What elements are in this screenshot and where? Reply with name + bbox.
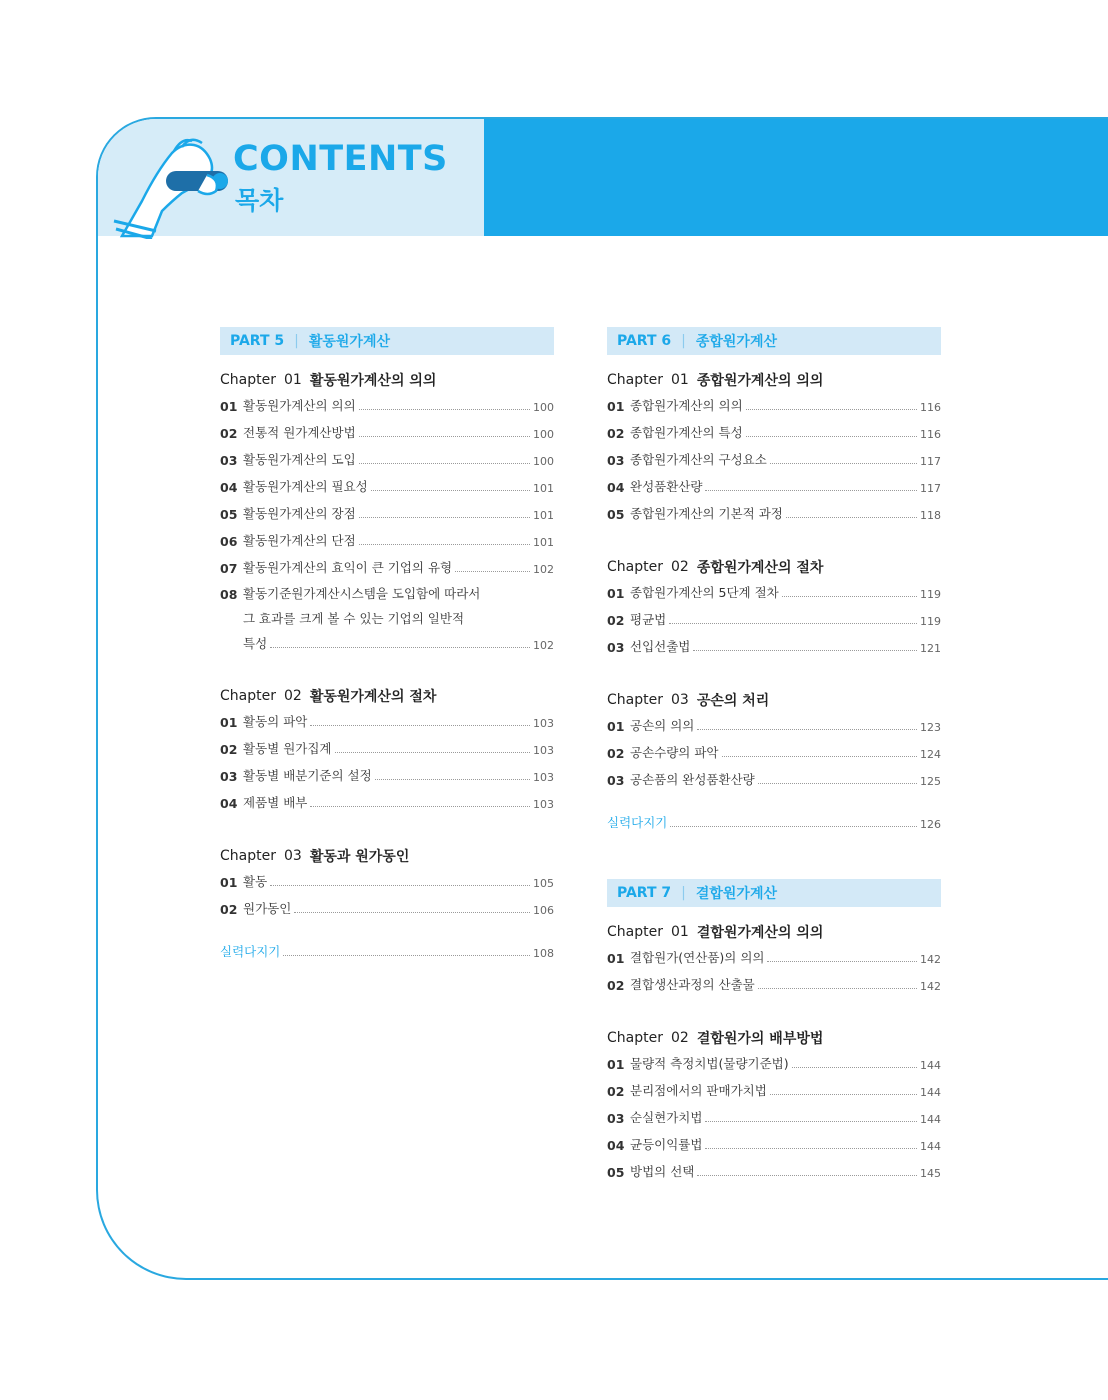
toc-entry[interactable] (220, 472, 554, 499)
entry-page: 126 (920, 818, 941, 831)
dot-leader (359, 544, 530, 545)
dot-leader (270, 647, 530, 648)
toc-entry[interactable] (220, 707, 554, 734)
chapter-number: 02 (670, 1030, 689, 1046)
entry-label: 물량적 측정치법(물량기준법) (630, 1056, 789, 1071)
chapter-heading[interactable] (607, 689, 941, 711)
dot-leader (705, 490, 917, 491)
entry-label: 전통적 원가계산방법 (243, 425, 356, 440)
header-band-blue (484, 119, 1108, 236)
toc-entry[interactable] (607, 1103, 941, 1130)
review-entry[interactable] (607, 808, 941, 835)
hand-pen-icon (112, 131, 232, 239)
toc-entry[interactable] (220, 788, 554, 815)
entry-label-line: 특성 (243, 636, 268, 651)
entry-label: 공손의 의의 (630, 718, 695, 733)
part-6-bar[interactable] (607, 327, 941, 355)
entry-number: 02 (607, 1084, 625, 1099)
chapter-title: 종합원가계산의 절차 (696, 560, 824, 576)
chapter-number: 01 (670, 924, 689, 940)
dot-leader (722, 756, 918, 757)
toc-entry[interactable] (220, 526, 554, 553)
entry-number: 07 (220, 561, 238, 576)
entry-page: 119 (920, 615, 941, 628)
entry-label-line: 활동기준원가계산시스템을 도입함에 따라서 (243, 586, 481, 601)
separator: | (294, 333, 299, 349)
dot-leader (746, 409, 917, 410)
chapter-prefix: Chapter (607, 1030, 663, 1046)
dot-leader (697, 1175, 917, 1176)
dot-leader (294, 912, 530, 913)
entry-number: 04 (220, 480, 238, 495)
entry-number: 02 (607, 978, 625, 993)
toc-entry[interactable] (607, 1130, 941, 1157)
toc-entry[interactable] (607, 1157, 941, 1184)
part-5-bar[interactable] (220, 327, 554, 355)
entry-page: 103 (533, 771, 554, 784)
toc-entry[interactable] (220, 867, 554, 894)
entry-number: 03 (607, 1111, 625, 1126)
toc-entry[interactable] (607, 472, 941, 499)
entry-label: 공손수량의 파악 (630, 745, 719, 760)
dot-leader (746, 436, 917, 437)
separator: | (681, 885, 686, 901)
entry-page: 142 (920, 953, 941, 966)
chapter-prefix: Chapter (607, 692, 663, 708)
entry-page: 118 (920, 509, 941, 522)
dot-leader (786, 517, 917, 518)
entry-label: 결합생산과정의 산출물 (630, 977, 755, 992)
dot-leader (705, 1121, 917, 1122)
toc-entry[interactable] (607, 418, 941, 445)
entry-number: 01 (220, 875, 238, 890)
entry-label: 활동원가계산의 도입 (243, 452, 356, 467)
dot-leader (371, 490, 530, 491)
toc-entry[interactable] (220, 391, 554, 418)
entry-page: 100 (533, 455, 554, 468)
chapter-heading[interactable] (220, 845, 554, 867)
entry-number: 02 (220, 742, 238, 757)
toc-entry[interactable] (607, 632, 941, 659)
chapter-number: 01 (670, 372, 689, 388)
entry-page: 101 (533, 482, 554, 495)
toc-entry[interactable] (220, 761, 554, 788)
entry-page: 121 (920, 642, 941, 655)
part-7-bar[interactable] (607, 879, 941, 907)
entry-label: 활동원가계산의 효익이 큰 기업의 유형 (243, 560, 453, 575)
entry-page: 144 (920, 1113, 941, 1126)
entry-number: 05 (220, 507, 238, 522)
chapter-prefix: Chapter (220, 372, 276, 388)
chapter-title: 결합원가의 배부방법 (696, 1031, 824, 1047)
chapter-title: 활동과 원가동인 (309, 849, 410, 865)
entry-page: 116 (920, 428, 941, 441)
entry-page: 102 (533, 639, 554, 652)
chapter-prefix: Chapter (607, 924, 663, 940)
toc-entry[interactable] (607, 391, 941, 418)
toc-entry[interactable] (607, 445, 941, 472)
entry-page: 101 (533, 509, 554, 522)
dot-leader (782, 596, 917, 597)
toc-column-right (607, 327, 941, 1184)
entry-page: 117 (920, 455, 941, 468)
entry-label: 종합원가계산의 특성 (630, 425, 743, 440)
toc-entry[interactable] (607, 711, 941, 738)
toc-entry[interactable] (220, 445, 554, 472)
chapter-heading[interactable] (220, 369, 554, 391)
entry-number: 02 (607, 426, 625, 441)
dot-leader (697, 729, 917, 730)
chapter-title: 공손의 처리 (696, 693, 770, 709)
toc-entry[interactable] (607, 605, 941, 632)
contents-subtitle: 목차 (235, 186, 284, 215)
entry-label: 종합원가계산의 구성요소 (630, 452, 767, 467)
entry-label: 균등이익률법 (630, 1137, 703, 1152)
dot-leader (767, 961, 917, 962)
entry-page: 103 (533, 744, 554, 757)
entry-page: 106 (533, 904, 554, 917)
chapter-prefix: Chapter (607, 559, 663, 575)
entry-label: 활동의 파악 (243, 714, 308, 729)
entry-page: 105 (533, 877, 554, 890)
part-title: 결합원가계산 (695, 886, 778, 902)
entry-label: 순실현가치법 (630, 1110, 703, 1125)
entry-number: 02 (220, 426, 238, 441)
entry-label-line: 그 효과를 크게 볼 수 있는 기업의 일반적 (243, 611, 465, 626)
dot-leader (758, 783, 917, 784)
toc-entry[interactable] (220, 553, 554, 580)
chapter-number: 01 (283, 372, 302, 388)
chapter-heading[interactable] (220, 685, 554, 707)
entry-label: 활동원가계산의 단점 (243, 533, 356, 548)
separator: | (681, 333, 686, 349)
entry-label: 활동원가계산의 장점 (243, 506, 356, 521)
entry-page: 119 (920, 588, 941, 601)
entry-page: 100 (533, 428, 554, 441)
entry-page: 108 (533, 947, 554, 960)
part-label: PART 5 (230, 333, 285, 349)
dot-leader (310, 725, 530, 726)
entry-label: 활동원가계산의 의의 (243, 398, 356, 413)
dot-leader (770, 1094, 917, 1095)
entry-page: 100 (533, 401, 554, 414)
entry-number: 03 (607, 640, 625, 655)
dot-leader (310, 806, 530, 807)
chapter-number: 03 (670, 692, 689, 708)
dot-leader (455, 571, 530, 572)
review-label: 실력다지기 (220, 944, 281, 959)
entry-page: 144 (920, 1140, 941, 1153)
entry-page: 142 (920, 980, 941, 993)
dot-leader (270, 885, 530, 886)
chapter-prefix: Chapter (607, 372, 663, 388)
entry-label: 방법의 선택 (630, 1164, 695, 1179)
entry-page: 144 (920, 1086, 941, 1099)
entry-number: 04 (607, 480, 625, 495)
chapter-title: 종합원가계산의 의의 (696, 373, 824, 389)
part-title: 종합원가계산 (695, 334, 778, 350)
entry-page: 117 (920, 482, 941, 495)
review-entry[interactable] (220, 937, 554, 964)
entry-number: 05 (607, 507, 625, 522)
entry-number: 02 (607, 746, 625, 761)
entry-label: 분리점에서의 판매가치법 (630, 1083, 767, 1098)
entry-label: 제품별 배부 (243, 795, 308, 810)
entry-number: 01 (220, 715, 238, 730)
entry-page: 102 (533, 563, 554, 576)
dot-leader (705, 1148, 917, 1149)
entry-number: 01 (607, 399, 625, 414)
chapter-number: 02 (670, 559, 689, 575)
dot-leader (335, 752, 531, 753)
dot-leader (359, 409, 530, 410)
chapter-heading[interactable] (607, 369, 941, 391)
chapter-prefix: Chapter (220, 848, 276, 864)
entry-number: 02 (220, 902, 238, 917)
toc-column-left (220, 327, 554, 964)
entry-number: 02 (607, 613, 625, 628)
entry-number: 06 (220, 534, 238, 549)
entry-label: 완성품환산량 (630, 479, 703, 494)
entry-label: 종합원가계산의 5단계 절차 (630, 585, 779, 600)
entry-number: 01 (607, 951, 625, 966)
chapter-number: 03 (283, 848, 302, 864)
chapter-title: 활동원가계산의 의의 (309, 373, 437, 389)
entry-label: 종합원가계산의 의의 (630, 398, 743, 413)
dot-leader (669, 623, 917, 624)
dot-leader (359, 463, 530, 464)
chapter-number: 02 (283, 688, 302, 704)
entry-label: 활동 (243, 874, 268, 889)
entry-page: 101 (533, 536, 554, 549)
entry-number: 04 (220, 796, 238, 811)
entry-page: 125 (920, 775, 941, 788)
entry-number: 03 (607, 453, 625, 468)
toc-entry[interactable] (607, 1049, 941, 1076)
entry-page: 124 (920, 748, 941, 761)
entry-page: 145 (920, 1167, 941, 1180)
entry-number: 01 (607, 586, 625, 601)
toc-entry[interactable] (220, 418, 554, 445)
entry-label: 활동별 배분기준의 설정 (243, 768, 372, 783)
toc-entry[interactable] (607, 970, 941, 997)
entry-number: 03 (220, 769, 238, 784)
entry-number: 08 (220, 587, 238, 602)
dot-leader (770, 463, 917, 464)
part-label: PART 7 (617, 885, 672, 901)
chapter-prefix: Chapter (220, 688, 276, 704)
dot-leader (359, 436, 530, 437)
entry-number: 04 (607, 1138, 625, 1153)
chapter-title: 활동원가계산의 절차 (309, 689, 437, 705)
entry-page: 144 (920, 1059, 941, 1072)
contents-title: CONTENTS (233, 139, 448, 179)
entry-number: 01 (607, 719, 625, 734)
toc-entry-multiline[interactable] (220, 580, 554, 655)
review-label: 실력다지기 (607, 815, 668, 830)
toc-entry[interactable] (220, 894, 554, 921)
entry-page: 123 (920, 721, 941, 734)
dot-leader (792, 1067, 917, 1068)
toc-entry[interactable] (607, 765, 941, 792)
toc-entry[interactable] (220, 499, 554, 526)
dot-leader (693, 650, 917, 651)
toc-entry[interactable] (607, 738, 941, 765)
entry-label: 원가동인 (243, 901, 292, 916)
entry-page: 103 (533, 717, 554, 730)
chapter-title: 결합원가계산의 의의 (696, 925, 824, 941)
entry-number: 01 (220, 399, 238, 414)
entry-page: 103 (533, 798, 554, 811)
toc-entry[interactable] (607, 578, 941, 605)
dot-leader (283, 955, 530, 956)
entry-label: 종합원가계산의 기본적 과정 (630, 506, 783, 521)
toc-entry[interactable] (607, 1076, 941, 1103)
entry-number: 03 (607, 773, 625, 788)
entry-number: 01 (607, 1057, 625, 1072)
part-title: 활동원가계산 (308, 334, 391, 350)
chapter-heading[interactable] (607, 1027, 941, 1049)
chapter-heading[interactable] (607, 556, 941, 578)
toc-entry[interactable] (607, 499, 941, 526)
dot-leader (758, 988, 917, 989)
dot-leader (359, 517, 530, 518)
part-label: PART 6 (617, 333, 672, 349)
entry-label: 활동별 원가집계 (243, 741, 332, 756)
entry-number: 05 (607, 1165, 625, 1180)
chapter-heading[interactable] (607, 921, 941, 943)
entry-label: 결합원가(연산품)의 의의 (630, 950, 765, 965)
toc-entry[interactable] (607, 943, 941, 970)
entry-label: 선입선출법 (630, 639, 691, 654)
dot-leader (375, 779, 530, 780)
dot-leader (670, 826, 917, 827)
entry-page: 116 (920, 401, 941, 414)
entry-label: 공손품의 완성품환산량 (630, 772, 755, 787)
entry-number: 03 (220, 453, 238, 468)
toc-entry[interactable] (220, 734, 554, 761)
entry-label: 평균법 (630, 612, 667, 627)
entry-label: 활동원가계산의 필요성 (243, 479, 368, 494)
